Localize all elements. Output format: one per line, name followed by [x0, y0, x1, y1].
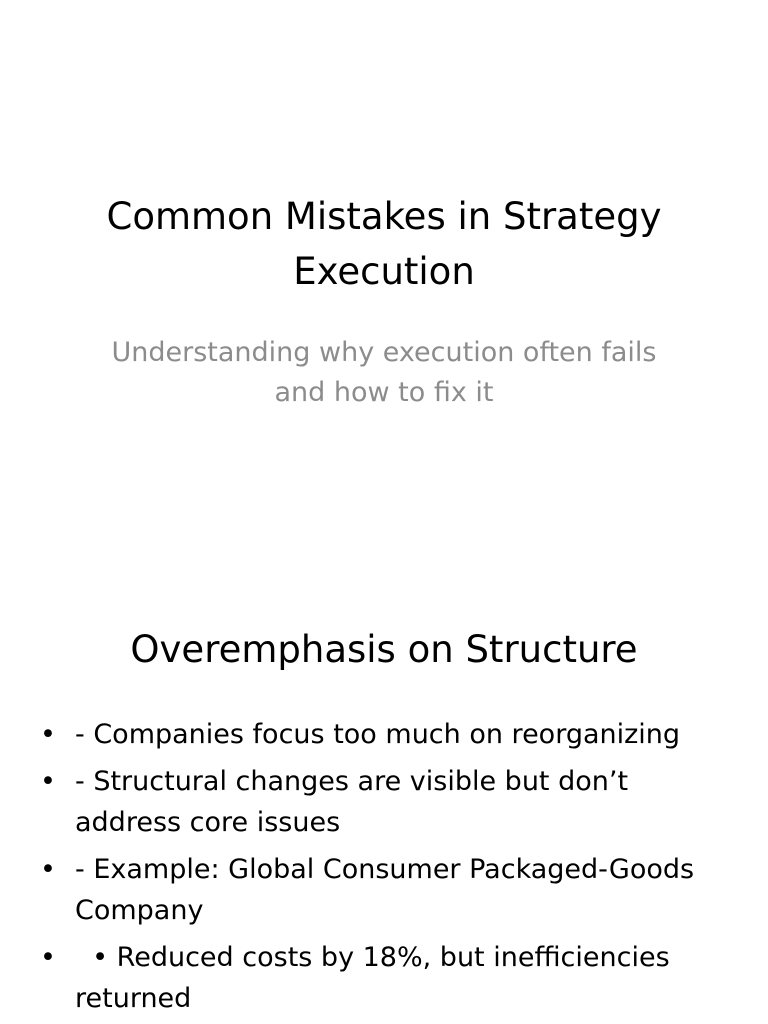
bullet-item [38, 849, 718, 931]
bullet-item [38, 761, 718, 843]
bullet-icon: • [40, 766, 56, 797]
bullet-text: - Structural changes are visible but don’t address core issues [75, 766, 629, 838]
slide-heading: Overemphasis on Structure [130, 628, 638, 671]
bullet-icon: • [40, 942, 56, 973]
bullet-list [38, 714, 718, 1024]
slide-title: Common Mistakes in Strategy Execution [106, 195, 662, 293]
slide-subtitle: Understanding why execution often fails and how to fix it [111, 337, 657, 408]
bullet-text: - Example: Global Consumer Packaged-Goods Company [75, 854, 695, 926]
bullet-item [38, 714, 718, 755]
content-slide [0, 576, 768, 1024]
bullet-icon: • [40, 719, 56, 750]
bullet-text: - Companies focus too much on reorganizing [75, 719, 681, 750]
bullet-icon: • [40, 854, 56, 885]
bullet-item [38, 937, 718, 1019]
bullet-text: • Reduced costs by 18%, but inefficiencies returned [75, 942, 679, 1014]
